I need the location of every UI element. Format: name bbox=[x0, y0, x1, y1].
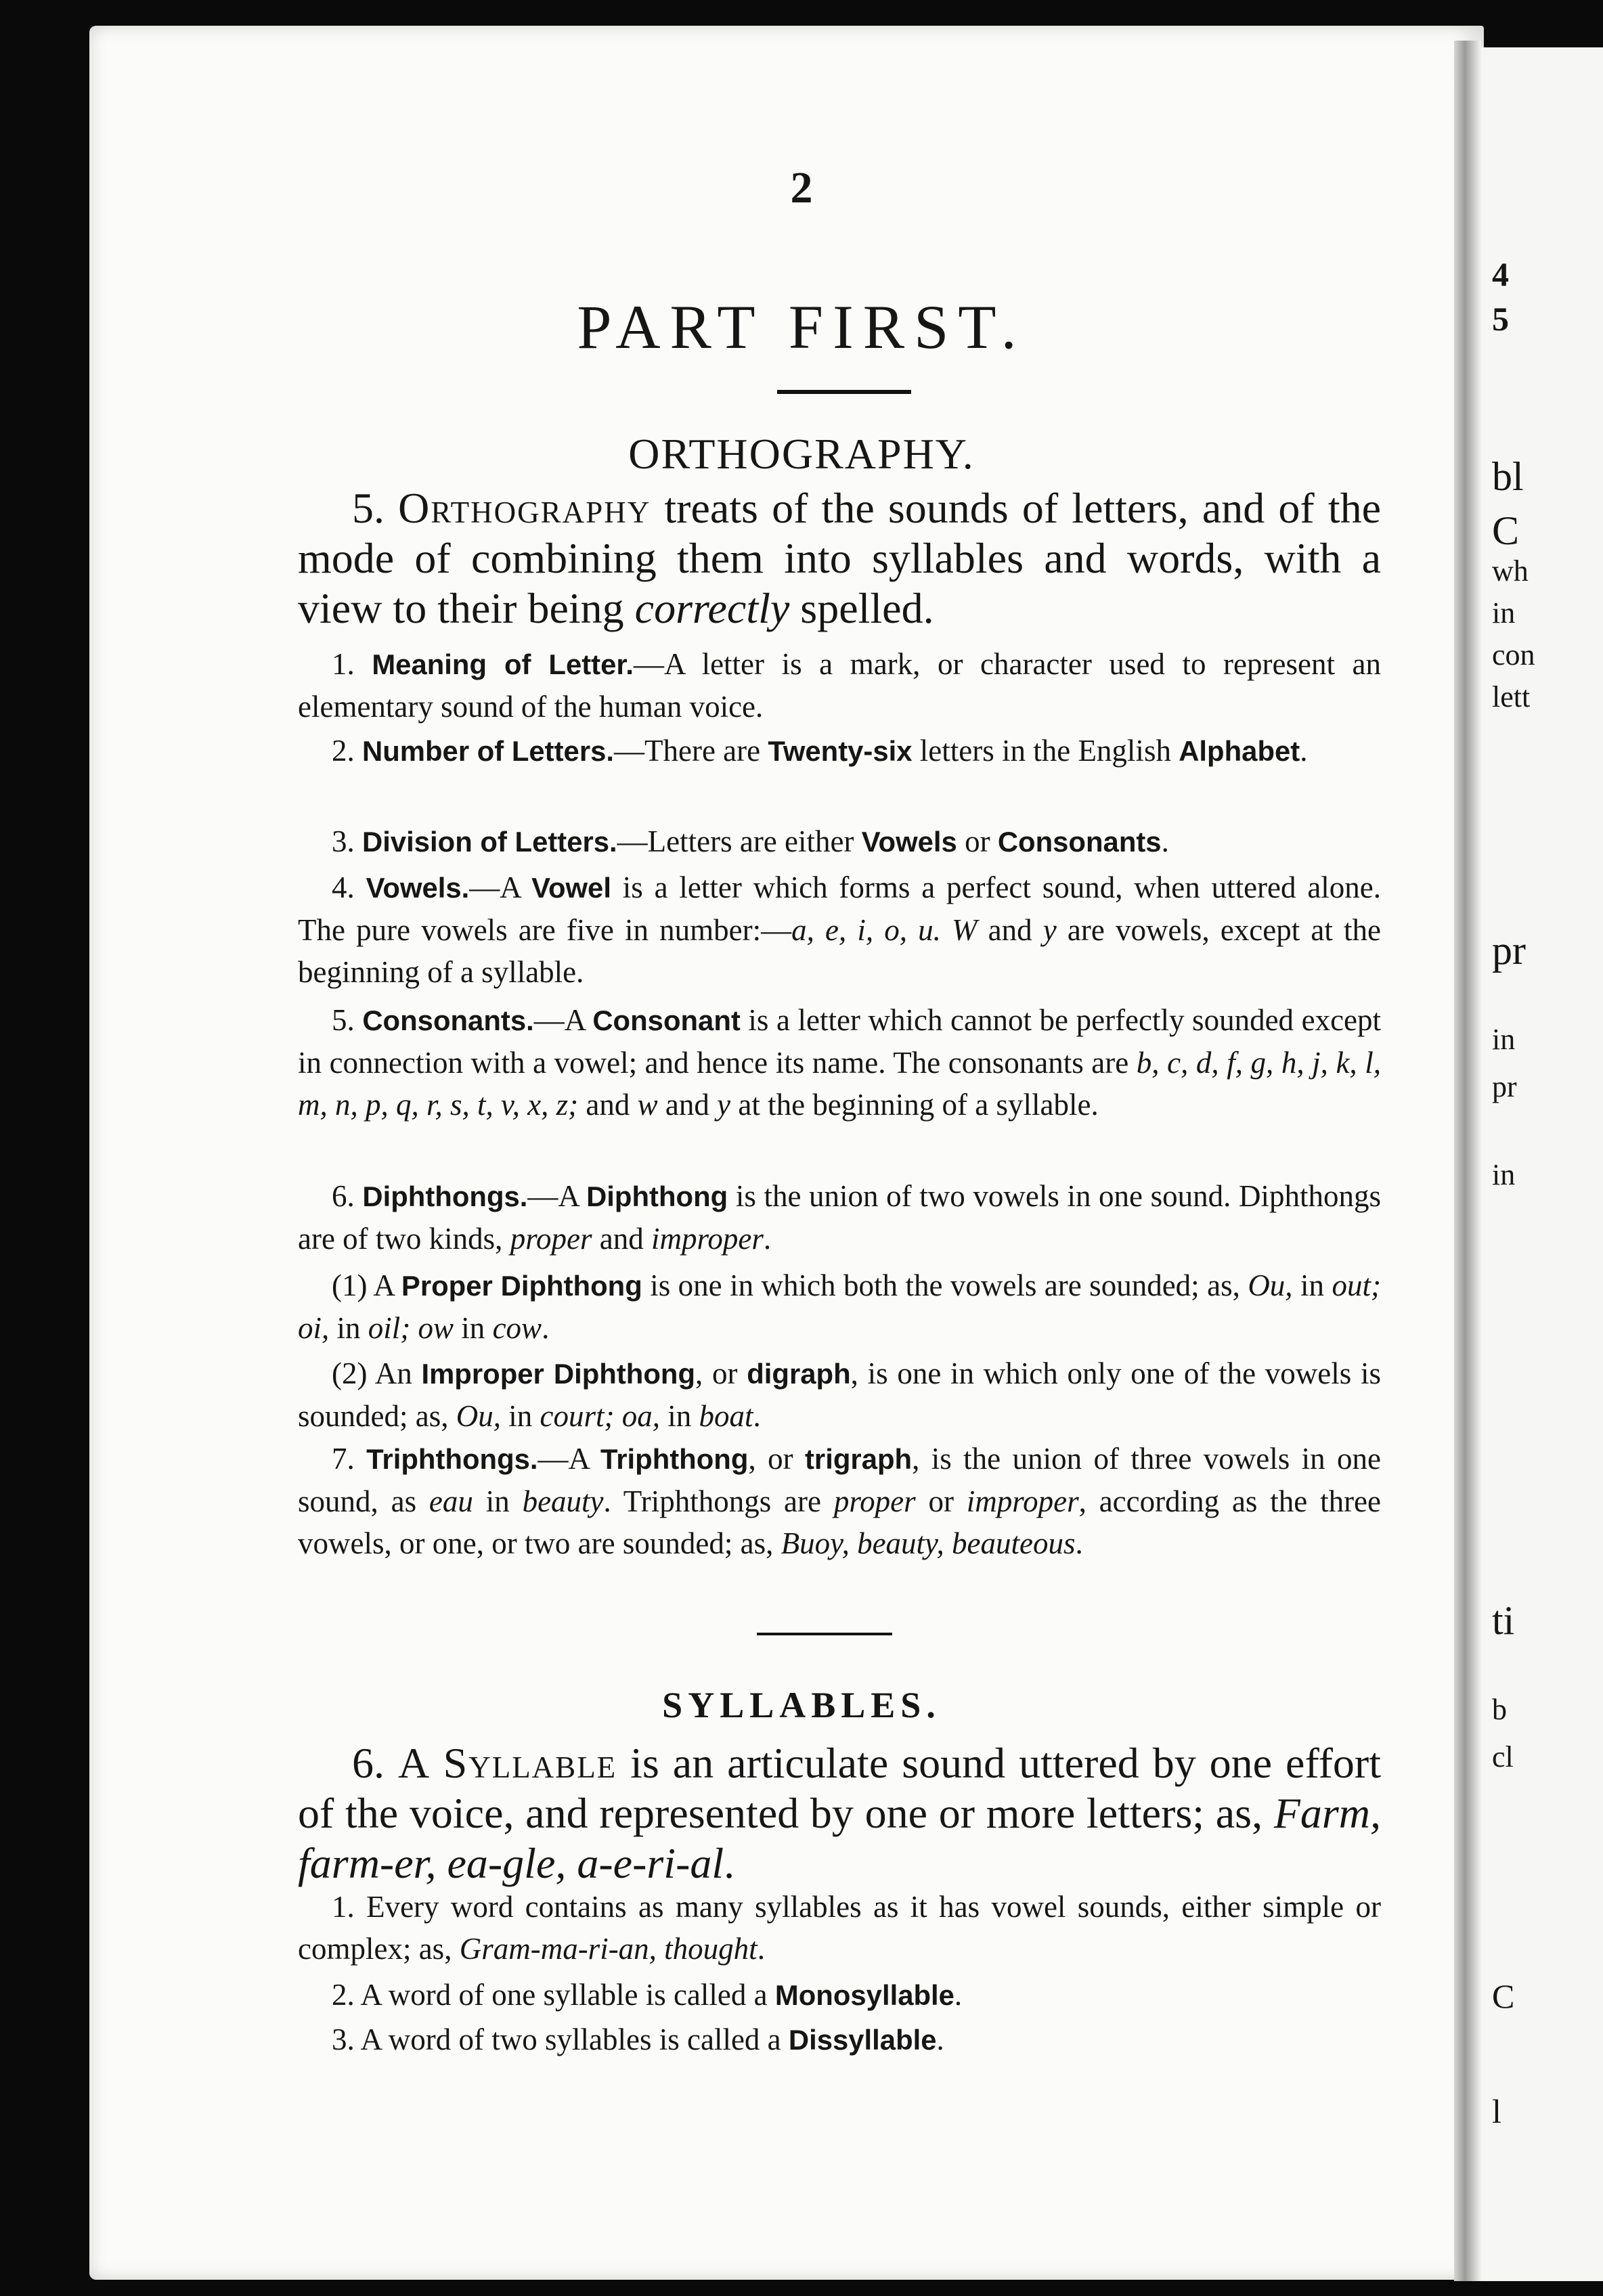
italic-text: oi, bbox=[298, 1311, 330, 1345]
item-text: . bbox=[1161, 824, 1169, 858]
item-text: An bbox=[367, 1356, 422, 1390]
item-text: in bbox=[473, 1484, 523, 1518]
italic-text: a, e, i, o, u. bbox=[791, 913, 941, 947]
italic-text: beauty bbox=[522, 1484, 604, 1518]
facing-fragment: ti bbox=[1492, 1598, 1515, 1643]
paragraph-improper-diphthong bbox=[298, 1352, 1381, 1437]
italic-text: Buoy, beauty, beauteous bbox=[781, 1526, 1076, 1560]
item-number: 3. bbox=[332, 824, 355, 858]
item-text: . Triphthongs are bbox=[603, 1484, 834, 1518]
paragraph-syllable-count bbox=[298, 1886, 1381, 1970]
item-text: —A letter is a mark, or character used to represent an elementary sound of the human voice. bbox=[298, 647, 1381, 724]
paragraph-number: 5. bbox=[352, 484, 385, 532]
item-text: —A bbox=[527, 1179, 587, 1213]
italic-text: proper bbox=[833, 1484, 916, 1518]
item-text: —There are bbox=[614, 734, 768, 768]
item-text: is one in which both the vowels are sounded; as, bbox=[642, 1268, 1248, 1302]
paragraph-consonants bbox=[298, 999, 1381, 1126]
item-text: , according as the three vowels, or one, or two are sounded; as, bbox=[298, 1484, 1381, 1560]
paragraph-meaning-of-letter bbox=[298, 643, 1381, 728]
facing-fragment: pr bbox=[1492, 1070, 1517, 1103]
facing-page-edge bbox=[1481, 47, 1603, 2281]
item-text: is a letter which forms a perfect sound, when uttered alone. The pure vowels are five in number:— bbox=[298, 870, 1382, 947]
item-text: A word of two syllables is called a bbox=[354, 2023, 789, 2056]
item-text: in bbox=[659, 1399, 699, 1433]
item-term: Consonants. bbox=[362, 1005, 534, 1036]
facing-fragment: in bbox=[1492, 596, 1516, 630]
item-text: , or bbox=[695, 1356, 747, 1390]
italic-text: out; bbox=[1332, 1268, 1381, 1302]
orthography-heading: ORTHOGRAPHY. bbox=[628, 430, 975, 478]
item-text: . bbox=[1300, 734, 1308, 768]
item-number: 1. bbox=[332, 1890, 355, 1924]
bold-text: Alphabet bbox=[1179, 735, 1300, 767]
item-text: are vowels, except at the beginning of a syllable. bbox=[298, 913, 1381, 989]
definition-text: . bbox=[724, 1839, 735, 1887]
defined-term: A Syllable bbox=[397, 1739, 617, 1787]
item-number: 6. bbox=[332, 1179, 355, 1213]
bold-text: Improper Diphthong bbox=[421, 1358, 696, 1390]
facing-fragment: C bbox=[1492, 508, 1520, 553]
bold-text: Monosyllable bbox=[774, 1979, 954, 2011]
item-text: letters in the English bbox=[912, 734, 1179, 768]
book-spine bbox=[1454, 41, 1481, 2281]
item-term: Meaning of Letter. bbox=[372, 648, 634, 680]
definition-text: spelled. bbox=[789, 584, 934, 632]
italic-text: ow bbox=[418, 1311, 454, 1345]
facing-fragment: in bbox=[1492, 1158, 1516, 1191]
item-text: . bbox=[1075, 1526, 1083, 1560]
bold-text: Dissyllable bbox=[788, 2024, 937, 2056]
facing-fragment: bl bbox=[1492, 454, 1524, 499]
bold-text: Vowels bbox=[861, 826, 957, 858]
syllable-definition bbox=[298, 1738, 1381, 1889]
part-title: PART FIRST. bbox=[577, 292, 1026, 361]
page-number: 2 bbox=[790, 163, 813, 213]
paragraph-number: 6. bbox=[352, 1739, 385, 1787]
item-text: . bbox=[763, 1222, 772, 1256]
item-text: . bbox=[542, 1311, 550, 1345]
bold-text: Diphthong bbox=[586, 1180, 728, 1212]
italic-text: boat bbox=[699, 1399, 753, 1433]
item-term: Vowels. bbox=[366, 872, 470, 904]
item-text: and bbox=[657, 1088, 718, 1122]
definition-text: is an articulate sound uttered by one effort of the voice, and represented by one or more letters; as, bbox=[298, 1739, 1382, 1837]
item-text: . bbox=[954, 1978, 963, 2012]
item-term: Diphthongs. bbox=[362, 1180, 528, 1212]
facing-fragment: 5 bbox=[1492, 300, 1509, 338]
item-text: in bbox=[1292, 1268, 1332, 1302]
defined-term: Orthography bbox=[398, 484, 651, 532]
bold-text: Triphthong bbox=[600, 1443, 749, 1475]
facing-fragment: 4 bbox=[1492, 255, 1509, 293]
paragraph-division-of-letters bbox=[298, 820, 1381, 863]
italic-text: improper bbox=[966, 1484, 1079, 1518]
facing-fragment: wh bbox=[1492, 554, 1529, 588]
item-text bbox=[614, 1399, 621, 1433]
item-text: and bbox=[977, 913, 1043, 947]
facing-fragment: in bbox=[1492, 1023, 1516, 1056]
italic-text: improper bbox=[651, 1222, 764, 1256]
italic-text: court; bbox=[540, 1399, 615, 1433]
italic-text: Farm, farm-er, ea-gle, a-e-ri-al bbox=[298, 1789, 1381, 1887]
item-text: , or bbox=[748, 1442, 805, 1476]
italic-text: proper bbox=[510, 1222, 592, 1256]
emphasis-text: correctly bbox=[634, 584, 790, 632]
item-text: is a letter which cannot be perfectly sounded except in connection with a vowel; and hence its name. The consonants are bbox=[298, 1003, 1382, 1080]
item-number: (1) bbox=[332, 1268, 368, 1302]
facing-fragment: b bbox=[1492, 1693, 1507, 1726]
italic-text: Gram-ma-ri-an, thought bbox=[459, 1932, 757, 1966]
facing-fragment: lett bbox=[1492, 680, 1531, 713]
item-number: 4. bbox=[332, 870, 355, 904]
italic-text: w bbox=[637, 1088, 658, 1122]
italic-text: y bbox=[1042, 913, 1057, 947]
paragraph-vowels bbox=[298, 866, 1381, 993]
item-number: 2. bbox=[332, 1978, 355, 2012]
facing-fragment: pr bbox=[1492, 928, 1526, 973]
facing-fragment: C bbox=[1492, 1977, 1515, 2015]
italic-text: oil; bbox=[368, 1311, 411, 1345]
definition-text: treats of the sounds of letters, and of the mode of combining them into syllables and words, with a view to their being bbox=[298, 484, 1382, 632]
item-text: and bbox=[592, 1222, 651, 1256]
orthography-definition bbox=[298, 483, 1381, 634]
item-number: 3. bbox=[332, 2023, 355, 2056]
paragraph-diphthongs bbox=[298, 1175, 1381, 1260]
bold-text: trigraph bbox=[805, 1443, 913, 1475]
bold-text: digraph bbox=[747, 1358, 851, 1390]
item-text: in bbox=[329, 1311, 368, 1345]
facing-fragment: l bbox=[1492, 2092, 1501, 2130]
italic-text: W bbox=[952, 913, 978, 947]
item-number: 2. bbox=[332, 734, 355, 768]
italic-text: b, c, d, f, g, h, j, k, l, m, n, p, q, r, s, t, v, x, z; bbox=[298, 1046, 1381, 1122]
item-term: Number of Letters. bbox=[362, 735, 614, 767]
item-text: —Letters are either bbox=[617, 824, 862, 858]
item-text: A word of one syllable is called a bbox=[354, 1978, 775, 2012]
item-text: —A bbox=[537, 1442, 600, 1476]
item-text: , is the union of three vowels in one sound, as bbox=[298, 1442, 1382, 1518]
paragraph-triphthongs bbox=[298, 1438, 1381, 1564]
italic-text: Ou, bbox=[1248, 1268, 1293, 1302]
paragraph-number-of-letters bbox=[298, 730, 1381, 772]
item-text: or bbox=[957, 824, 998, 858]
item-number: 5. bbox=[332, 1003, 355, 1037]
paragraph-proper-diphthong bbox=[298, 1264, 1381, 1349]
section-rule bbox=[757, 1633, 892, 1635]
item-text: in bbox=[500, 1399, 540, 1433]
title-rule bbox=[777, 390, 911, 394]
italic-text: y bbox=[717, 1088, 731, 1122]
italic-text: cow bbox=[492, 1311, 542, 1345]
item-text: at the beginning of a syllable. bbox=[730, 1088, 1099, 1122]
item-text: in bbox=[454, 1311, 493, 1345]
item-text bbox=[410, 1311, 418, 1345]
italic-text: eau bbox=[429, 1484, 473, 1518]
item-text: or bbox=[915, 1484, 967, 1518]
item-term: Division of Letters. bbox=[362, 826, 617, 858]
item-text: and bbox=[578, 1088, 638, 1122]
facing-fragment: con bbox=[1492, 638, 1535, 671]
item-number: 7. bbox=[332, 1442, 355, 1476]
item-text: A bbox=[367, 1268, 401, 1302]
item-number: (2) bbox=[332, 1356, 368, 1390]
item-text: . bbox=[753, 1399, 761, 1433]
item-text: —A bbox=[469, 870, 532, 904]
item-text: , is one in which only one of the vowels is sounded; as, bbox=[298, 1356, 1382, 1433]
item-text: —A bbox=[533, 1003, 593, 1037]
item-text: . bbox=[757, 1932, 765, 1966]
bold-text: Consonants bbox=[997, 826, 1162, 858]
bold-text: Proper Diphthong bbox=[401, 1270, 642, 1302]
item-text: is the union of two vowels in one sound. Diphthongs are of two kinds, bbox=[298, 1179, 1382, 1256]
paragraph-monosyllable bbox=[298, 1974, 1381, 2016]
item-number: 1. bbox=[332, 647, 355, 681]
bold-text: Vowel bbox=[531, 872, 611, 904]
paragraph-dissyllable bbox=[298, 2018, 1381, 2061]
italic-text: oa, bbox=[621, 1399, 660, 1433]
facing-fragment: cl bbox=[1492, 1740, 1514, 1773]
item-text: Every word contains as many syllables as it has vowel sounds, either simple or complex; as, bbox=[298, 1890, 1381, 1966]
bold-text: Consonant bbox=[592, 1005, 741, 1036]
item-term: Triphthongs. bbox=[366, 1443, 538, 1475]
syllables-heading: SYLLABLES. bbox=[662, 1685, 941, 1725]
bold-text: Twenty-six bbox=[768, 735, 913, 767]
italic-text: Ou, bbox=[456, 1399, 501, 1433]
item-text: . bbox=[936, 2023, 944, 2056]
